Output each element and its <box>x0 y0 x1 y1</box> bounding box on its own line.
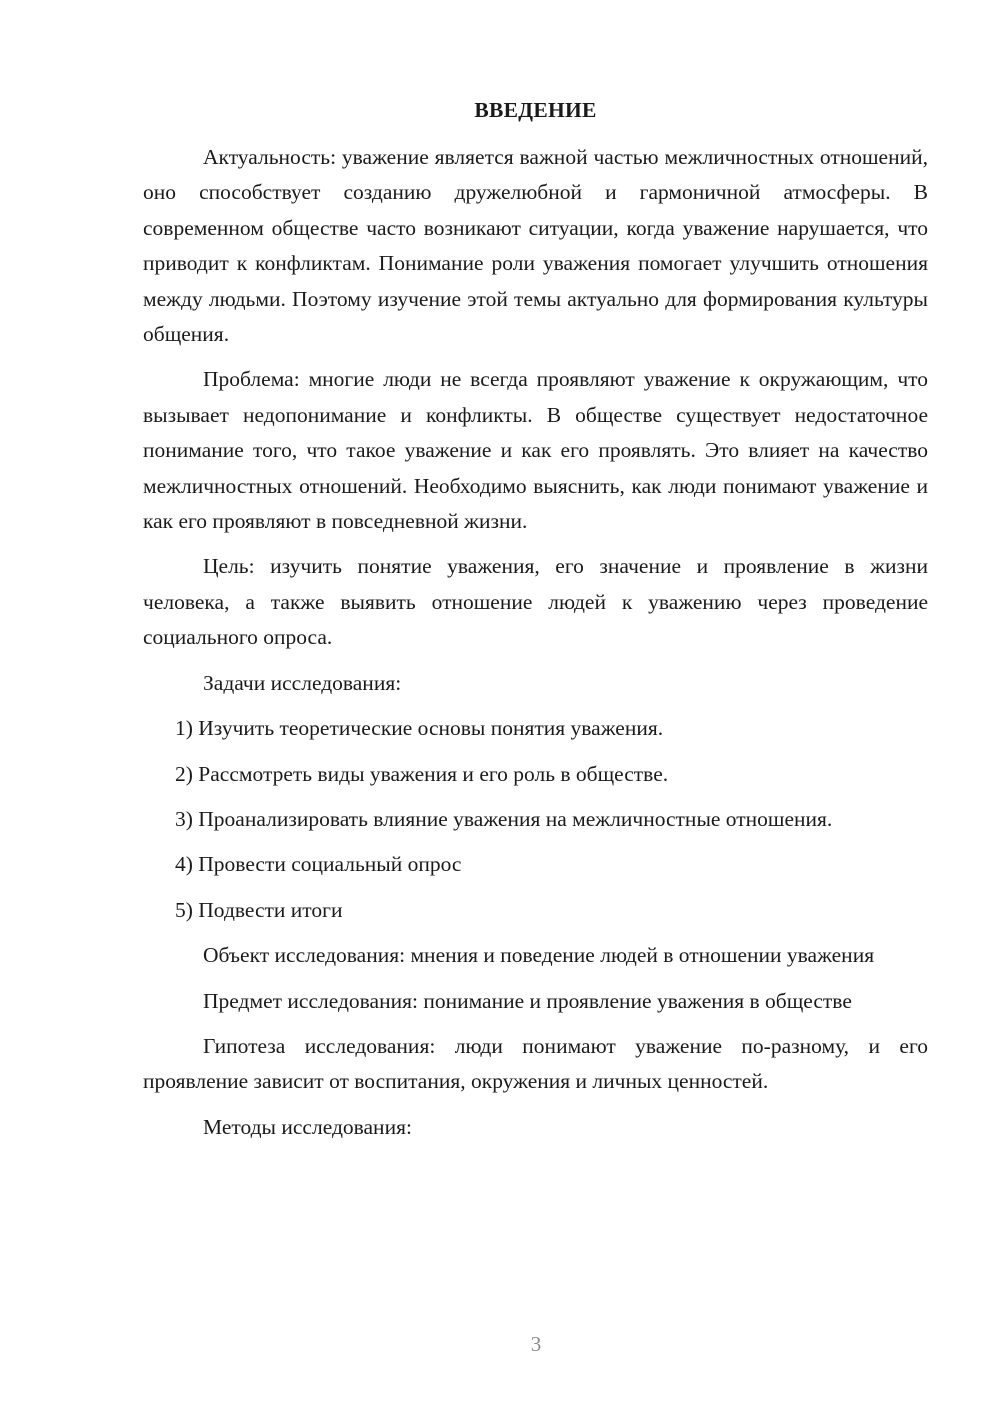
subject-paragraph: Предмет исследования: понимание и проявление уважения в обществе <box>203 988 852 1013</box>
task-item-1: 1) Изучить теоретические основы понятия уважения. <box>175 716 664 741</box>
methods-title: Методы исследования: <box>203 1114 412 1139</box>
task-item-2: 2) Рассмотреть виды уважения и его роль в обществе. <box>175 761 669 786</box>
document-body <box>143 93 928 1155</box>
task-item-5: 5) Подвести итоги <box>175 897 343 922</box>
goal-paragraph: Цель: изучить понятие уважения, его значение и проявление в жизни человека, а также выявить отношение людей к уважению через проведение социального опроса. <box>143 554 928 650</box>
section-heading: ВВЕДЕНИЕ <box>474 98 597 122</box>
page-number: 3 <box>530 1332 542 1356</box>
object-paragraph: Объект исследования: мнения и поведение людей в отношении уважения <box>203 943 875 968</box>
tasks-title: Задачи исследования: <box>203 670 402 695</box>
hypothesis-paragraph: Гипотеза исследования: люди понимают уважение по-разному, и его проявление зависит от воспитания, окружения и личных ценностей. <box>143 1033 928 1094</box>
relevance-paragraph: Актуальность: уважение является важной частью межличностных отношений, оно способствует созданию дружелюбной и гармоничной атмосферы. В современном обществе часто возникают ситуации, когда уважение нарушается, что приводит к конфликтам. Понимание роли уважения помогает улучшить отношения между людьми. Поэтому изучение этой темы актуально для формирования культуры общения. <box>143 145 928 347</box>
problem-paragraph: Проблема: многие люди не всегда проявляют уважение к окружающим, что вызывает недопонимание и конфликты. В обществе существует недостаточное понимание того, что такое уважение и как его проявлять. Это влияет на качество межличностных отношений. Необходимо выяснить, как люди понимают уважение и как его проявляют в повседневной жизни. <box>143 367 928 534</box>
task-item-3: 3) Проанализировать влияние уважения на межличностные отношения. <box>175 806 833 831</box>
task-item-4: 4) Провести социальный опрос <box>175 852 462 877</box>
